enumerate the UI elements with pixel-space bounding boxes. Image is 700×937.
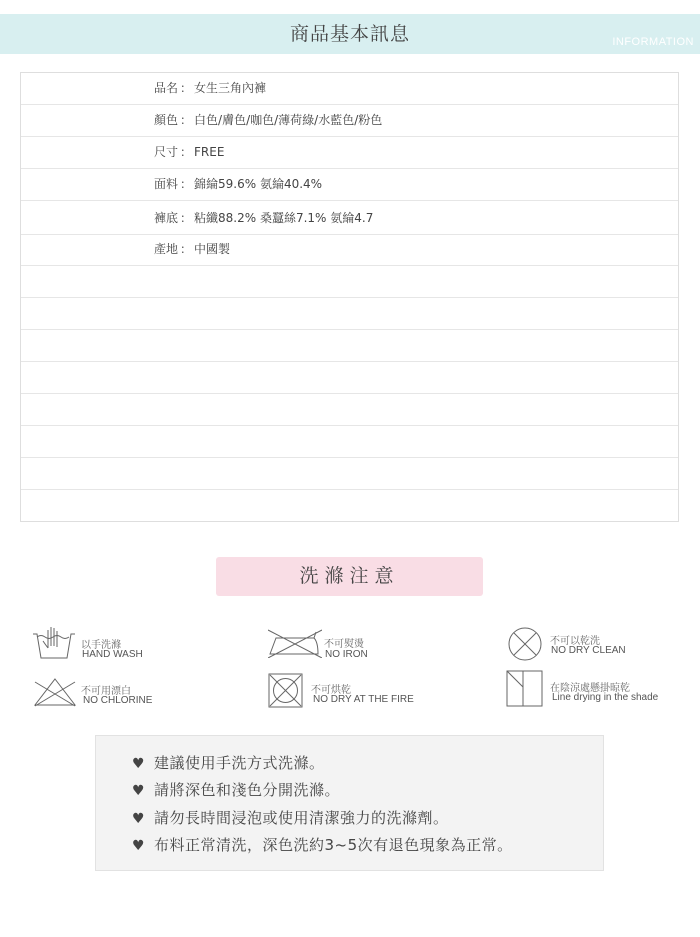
care-label-en: NO CHLORINE	[83, 695, 153, 706]
care-line-dry-shade	[506, 670, 696, 710]
no-tumble-dry-icon	[268, 673, 304, 709]
info-value: 錦綸59.6% 氨綸40.4%	[194, 177, 323, 191]
info-label: 品名	[154, 81, 179, 95]
note-text: 請將深色和淺色分開洗滌。	[154, 781, 341, 799]
care-label-en: NO IRON	[325, 649, 368, 660]
care-label-zh: 不可熨燙	[324, 639, 364, 650]
no-iron-icon	[268, 628, 322, 658]
heart-icon: ♥	[132, 756, 146, 772]
heart-icon: ♥	[132, 783, 146, 799]
info-label: 褲底	[154, 211, 179, 225]
info-row-color: 顏色 ： 白色/膚色/咖色/薄荷綠/水藍色/粉色	[21, 105, 678, 137]
info-value: 粘纖88.2% 桑蠶絲7.1% 氨綸4.7	[194, 211, 374, 225]
info-row-fabric: 面料 ： 錦綸59.6% 氨綸40.4%	[21, 169, 678, 201]
info-value: 女生三角內褲	[194, 81, 267, 95]
info-table	[20, 72, 679, 522]
info-row-empty	[21, 362, 678, 394]
care-label-zh: 在陰涼處懸掛晾乾	[550, 683, 630, 694]
care-no-bleach	[31, 676, 231, 716]
no-bleach-icon	[31, 676, 79, 708]
care-label-en: Line drying in the shade	[552, 692, 659, 703]
care-label-en: NO DRY CLEAN	[551, 645, 626, 656]
page-subtitle: INFORMATION	[612, 36, 694, 48]
info-row-origin: 產地 ： 中國製	[21, 234, 678, 266]
note-item	[132, 807, 449, 828]
info-row-size: 尺寸 ： FREE	[21, 137, 678, 169]
info-label: 面料	[154, 177, 179, 191]
heart-icon: ♥	[132, 838, 146, 854]
care-no-tumble-dry	[268, 673, 468, 713]
heart-icon: ♥	[132, 811, 146, 827]
info-value: 中國製	[194, 242, 231, 256]
care-label-en: HAND WASH	[82, 649, 143, 660]
note-item	[132, 779, 340, 800]
info-row-empty	[21, 298, 678, 330]
info-row-empty	[21, 458, 678, 490]
care-hand-wash	[31, 624, 231, 664]
page-title: 商品基本訊息	[289, 23, 410, 45]
washing-title: 洗滌注意	[216, 557, 483, 596]
info-row-empty	[21, 490, 678, 522]
info-row-crotch: 褲底 ： 粘纖88.2% 桑蠶絲7.1% 氨綸4.7	[21, 203, 678, 235]
info-row-empty	[21, 266, 678, 298]
note-item	[132, 834, 513, 855]
info-row-empty	[21, 426, 678, 458]
info-value: FREE	[194, 145, 225, 159]
care-no-dry-clean	[507, 626, 697, 666]
hand-wash-icon	[31, 624, 77, 664]
info-row-name: 品名 ： 女生三角內褲	[21, 73, 678, 105]
note-text: 建議使用手洗方式洗滌。	[154, 754, 325, 772]
care-no-iron	[268, 628, 468, 668]
care-label-zh: 不可以乾洗	[550, 636, 600, 647]
care-label-zh: 以手洗滌	[81, 640, 121, 651]
note-text: 請勿長時間浸泡或使用清潔強力的洗滌劑。	[154, 809, 449, 827]
info-label: 產地	[154, 242, 179, 256]
line-dry-shade-icon	[506, 670, 544, 708]
info-value: 白色/膚色/咖色/薄荷綠/水藍色/粉色	[194, 113, 383, 127]
care-label-zh: 不可烘乾	[311, 685, 351, 696]
info-label: 尺寸	[154, 145, 179, 159]
note-item	[132, 752, 325, 773]
washing-notes	[95, 735, 604, 871]
care-label-zh: 不可用漂白	[81, 686, 131, 697]
info-label: 顏色	[154, 113, 179, 127]
info-row-empty	[21, 330, 678, 362]
no-dry-clean-icon	[507, 626, 543, 662]
note-text: 布料正常清洗，深色洗約3~5次有退色現象為正常。	[154, 836, 513, 854]
care-label-en: NO DRY AT THE FIRE	[313, 694, 414, 705]
info-row-empty	[21, 394, 678, 426]
